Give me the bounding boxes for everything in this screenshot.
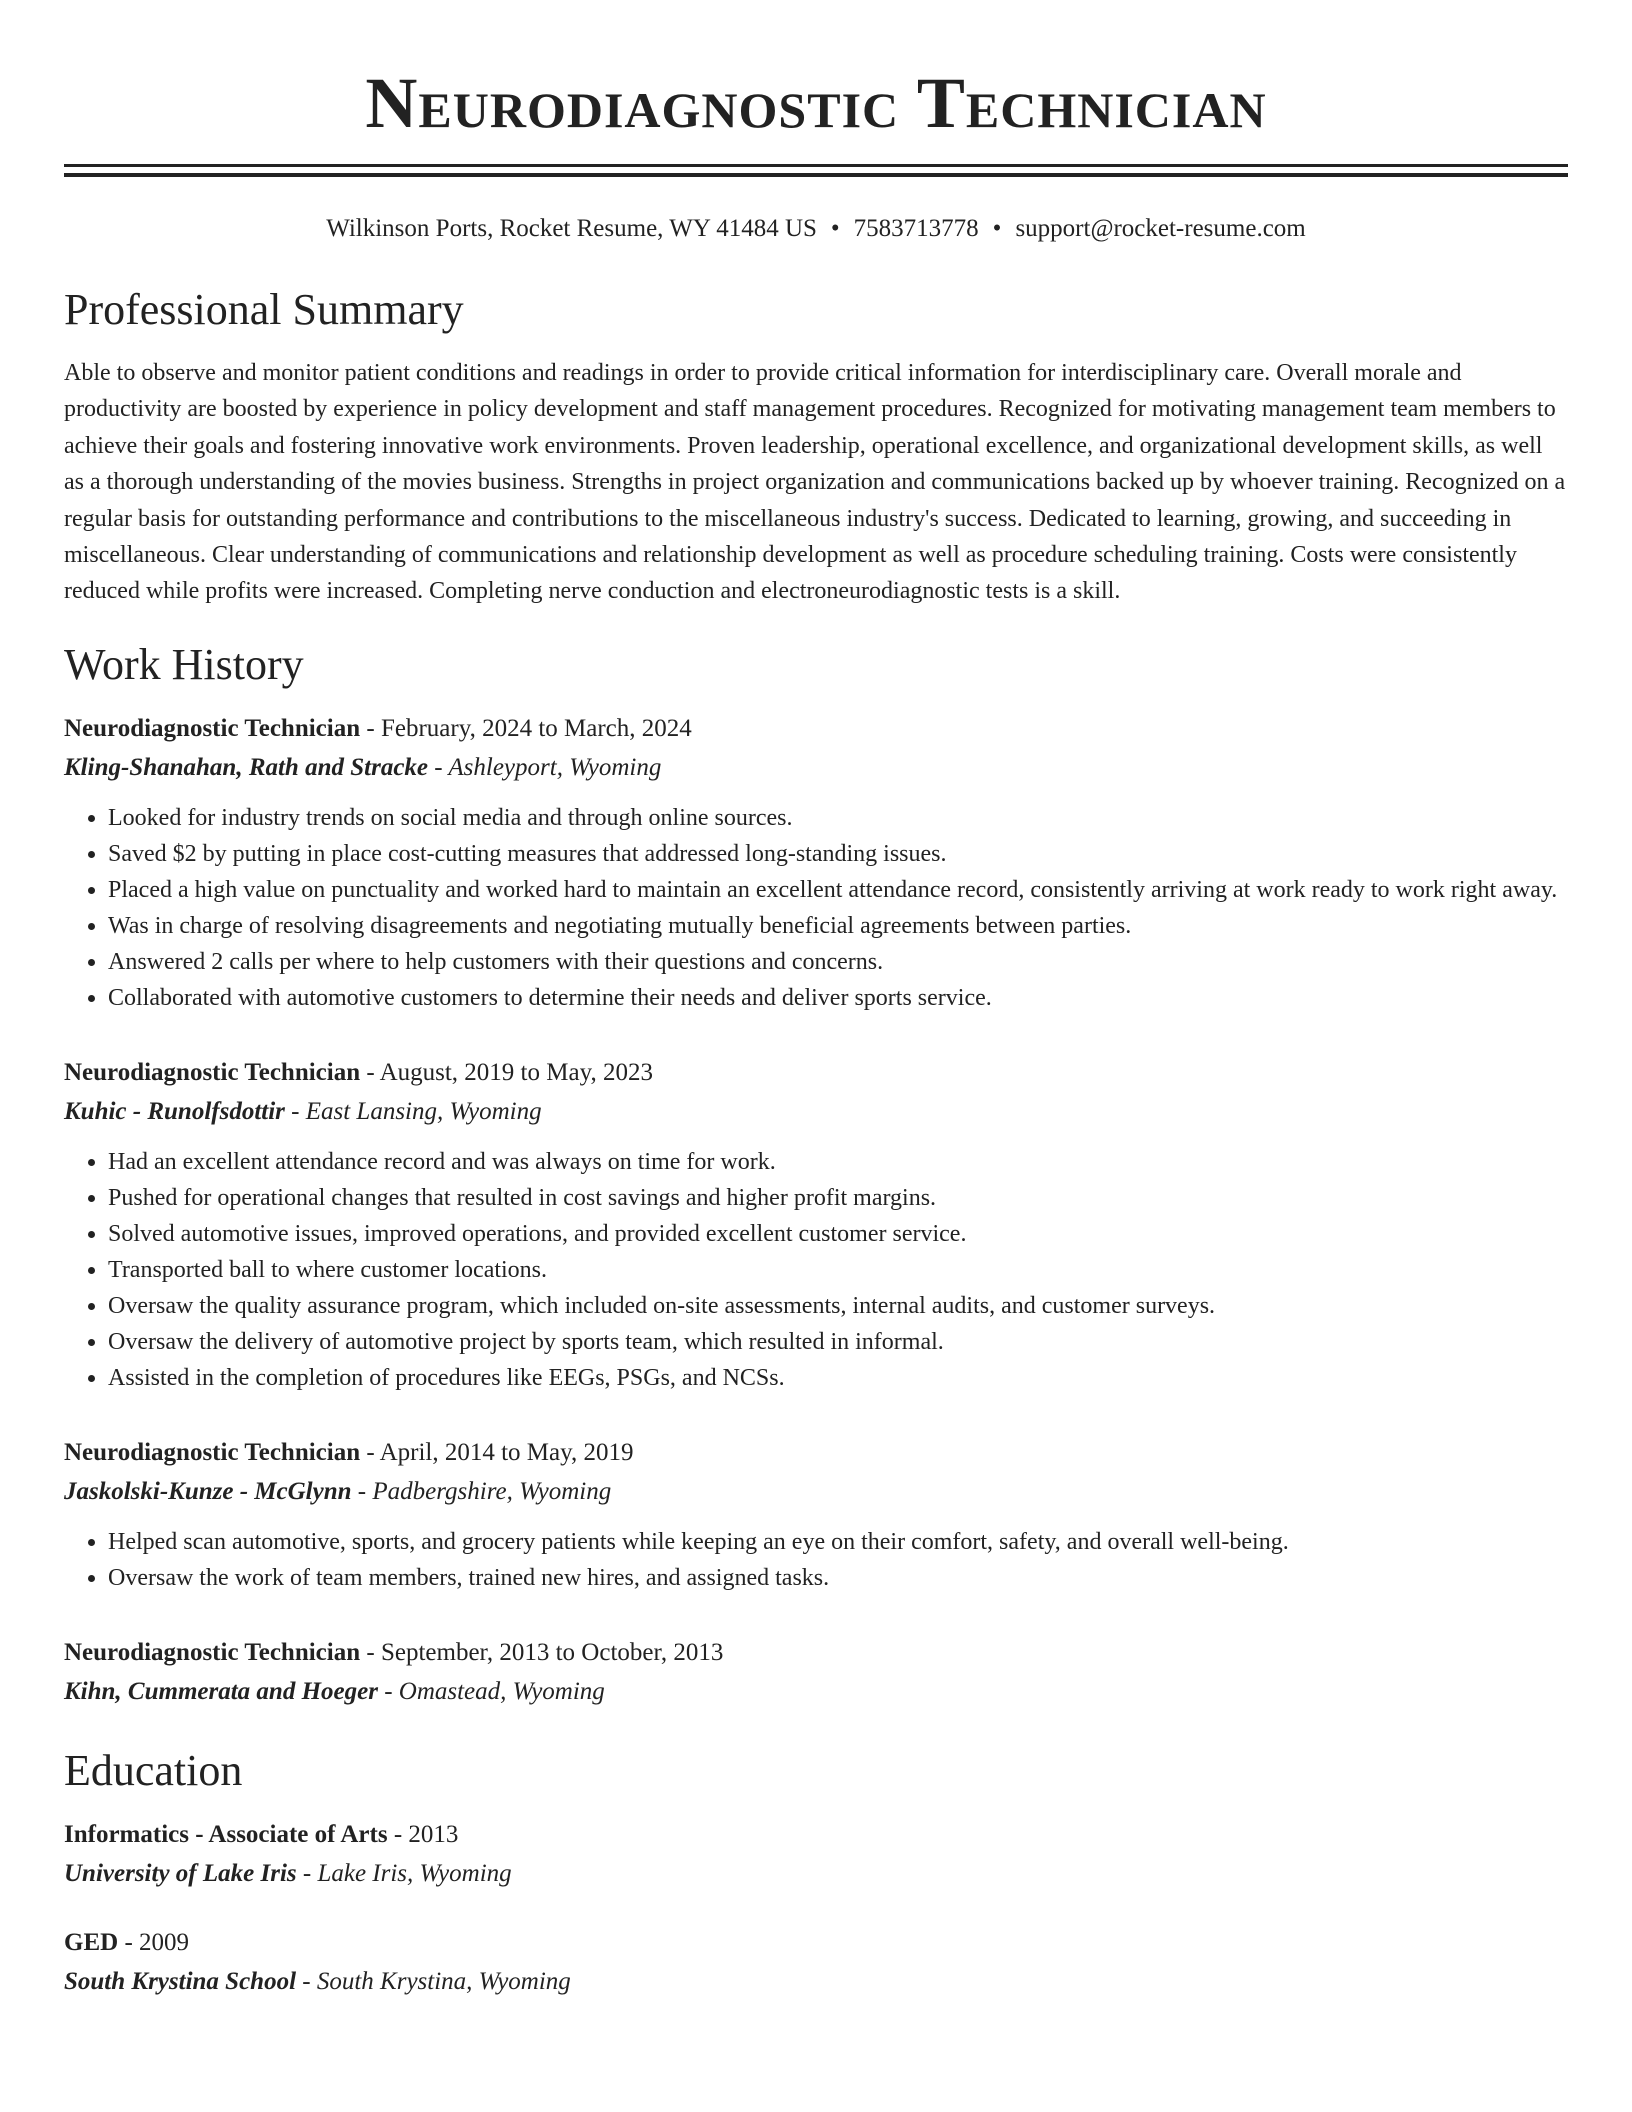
job-title-line bbox=[64, 710, 1568, 748]
job-bullet: • Had an excellent attendance record and was always on time for work. bbox=[108, 1144, 1568, 1180]
job-role: Neurodiagnostic Technician bbox=[64, 714, 361, 742]
job-title-line bbox=[64, 1634, 1568, 1672]
education-school: South Krystina School bbox=[64, 1967, 297, 1995]
contact-address: Wilkinson Ports, Rocket Resume, WY 41484 US bbox=[326, 215, 817, 242]
job-company: Kuhic - Runolfsdottir bbox=[64, 1097, 285, 1125]
job-company: Kihn, Cummerata and Hoeger bbox=[64, 1677, 378, 1705]
job-role: Neurodiagnostic Technician bbox=[64, 1638, 361, 1666]
education-heading: Education bbox=[64, 1745, 243, 1795]
summary-heading: Professional Summary bbox=[64, 285, 464, 334]
job-location: - East Lansing, Wyoming bbox=[284, 1097, 542, 1125]
education-degree-line bbox=[64, 1924, 1568, 1962]
education-year: - 2009 bbox=[118, 1928, 190, 1956]
job-role: Neurodiagnostic Technician bbox=[64, 1438, 361, 1466]
job-bullet: • Answered 2 calls per where to help customers with their questions and concerns. bbox=[108, 944, 1568, 980]
summary-text: Able to observe and monitor patient conditions and readings in order to provide critical information for interdisciplinary care. Overall morale and productivity are boosted by experience in policy development and staff management procedures. Recognized for motivating management team members to achieve their goals and fostering innovative work environments. Proven leadership, operational excellence, and organizational development skills, as well as a thorough understanding of the movies business. Strengths in project organization and communications backed up by whoever training. Recognized on a regular basis for outstanding performance and contributions to the miscellaneous industry's success. Dedicated to learning, growing, and succeeding in miscellaneous. Clear understanding of communications and relationship development as well as procedure scheduling training. Costs were consistently reduced while profits were increased. Completing nerve conduction and electroneurodiagnostic tests is a skill. bbox=[64, 360, 1566, 605]
job-entry bbox=[64, 710, 1568, 1016]
job-dates: - September, 2013 to October, 2013 bbox=[360, 1638, 724, 1666]
job-bullet: • Transported ball to where customer locations. bbox=[108, 1252, 1568, 1288]
contact-email[interactable]: support@rocket-resume.com bbox=[1015, 215, 1306, 242]
education-degree: GED bbox=[64, 1928, 119, 1956]
education-degree-line bbox=[64, 1816, 1568, 1854]
education-location: - South Krystina, Wyoming bbox=[296, 1967, 571, 1995]
job-company-line bbox=[64, 1092, 1568, 1132]
job-entry bbox=[64, 1054, 1568, 1396]
title-rule-top bbox=[64, 164, 1568, 167]
education-list bbox=[64, 1816, 1568, 2002]
job-entry bbox=[64, 1434, 1568, 1596]
education-school-line bbox=[64, 1854, 1568, 1894]
job-dates: - August, 2019 to May, 2023 bbox=[360, 1058, 653, 1086]
job-bullet: • Pushed for operational changes that resulted in cost savings and higher profit margins. bbox=[108, 1180, 1568, 1216]
job-company-line bbox=[64, 1672, 1568, 1712]
job-bullet: • Oversaw the delivery of automotive project by sports team, which resulted in informal. bbox=[108, 1324, 1568, 1360]
education-entry bbox=[64, 1816, 1568, 1894]
contact-separator: • bbox=[992, 215, 1002, 242]
job-bullets bbox=[64, 800, 1568, 1016]
job-location: - Ashleyport, Wyoming bbox=[428, 753, 662, 781]
contact-phone: 7583713778 bbox=[853, 215, 979, 242]
job-bullet: • Assisted in the completion of procedures like EEGs, PSGs, and NCSs. bbox=[108, 1360, 1568, 1396]
job-bullet: • Placed a high value on punctuality and worked hard to maintain an excellent attendance record, consistently arriving at work ready to work right away. bbox=[108, 872, 1568, 908]
job-dates: - April, 2014 to May, 2019 bbox=[360, 1438, 634, 1466]
job-title-line bbox=[64, 1434, 1568, 1472]
job-bullet: • Oversaw the work of team members, trained new hires, and assigned tasks. bbox=[108, 1560, 1568, 1596]
page-title: Neurodiagnostic Technician bbox=[365, 63, 1267, 143]
job-bullet: • Looked for industry trends on social media and through online sources. bbox=[108, 800, 1568, 836]
job-company-line bbox=[64, 1472, 1568, 1512]
job-location: - Padbergshire, Wyoming bbox=[351, 1477, 612, 1505]
job-bullet: • Was in charge of resolving disagreements and negotiating mutually beneficial agreements between parties. bbox=[108, 908, 1568, 944]
contact-line bbox=[64, 213, 1568, 245]
job-role: Neurodiagnostic Technician bbox=[64, 1058, 361, 1086]
job-company-line bbox=[64, 748, 1568, 788]
work-history-list bbox=[64, 710, 1568, 1712]
education-entry bbox=[64, 1924, 1568, 2002]
job-entry bbox=[64, 1634, 1568, 1712]
education-degree: Informatics - Associate of Arts bbox=[64, 1820, 388, 1848]
job-bullets bbox=[64, 1144, 1568, 1396]
education-school-line bbox=[64, 1962, 1568, 2002]
job-location: - Omastead, Wyoming bbox=[377, 1677, 605, 1705]
job-bullet: • Oversaw the quality assurance program, which included on-site assessments, internal audits, and customer surveys. bbox=[108, 1288, 1568, 1324]
job-company: Kling-Shanahan, Rath and Stracke bbox=[64, 753, 429, 781]
job-company: Jaskolski-Kunze - McGlynn bbox=[64, 1477, 352, 1505]
job-dates: - February, 2024 to March, 2024 bbox=[360, 714, 692, 742]
job-bullets bbox=[64, 1524, 1568, 1596]
job-bullet: • Collaborated with automotive customers to determine their needs and deliver sports service. bbox=[108, 980, 1568, 1016]
job-bullet: • Solved automotive issues, improved operations, and provided excellent customer service. bbox=[108, 1216, 1568, 1252]
education-year: - 2013 bbox=[387, 1820, 459, 1848]
title-rule-bottom bbox=[64, 173, 1568, 177]
job-bullet: • Saved $2 by putting in place cost-cutting measures that addressed long-standing issues. bbox=[108, 836, 1568, 872]
work-history-heading: Work History bbox=[64, 639, 304, 689]
education-location: - Lake Iris, Wyoming bbox=[296, 1859, 512, 1887]
contact-separator: • bbox=[830, 215, 840, 242]
education-school: University of Lake Iris bbox=[64, 1859, 297, 1887]
job-title-line bbox=[64, 1054, 1568, 1092]
job-bullet: • Helped scan automotive, sports, and grocery patients while keeping an eye on their comfort, safety, and overall well-being. bbox=[108, 1524, 1568, 1560]
